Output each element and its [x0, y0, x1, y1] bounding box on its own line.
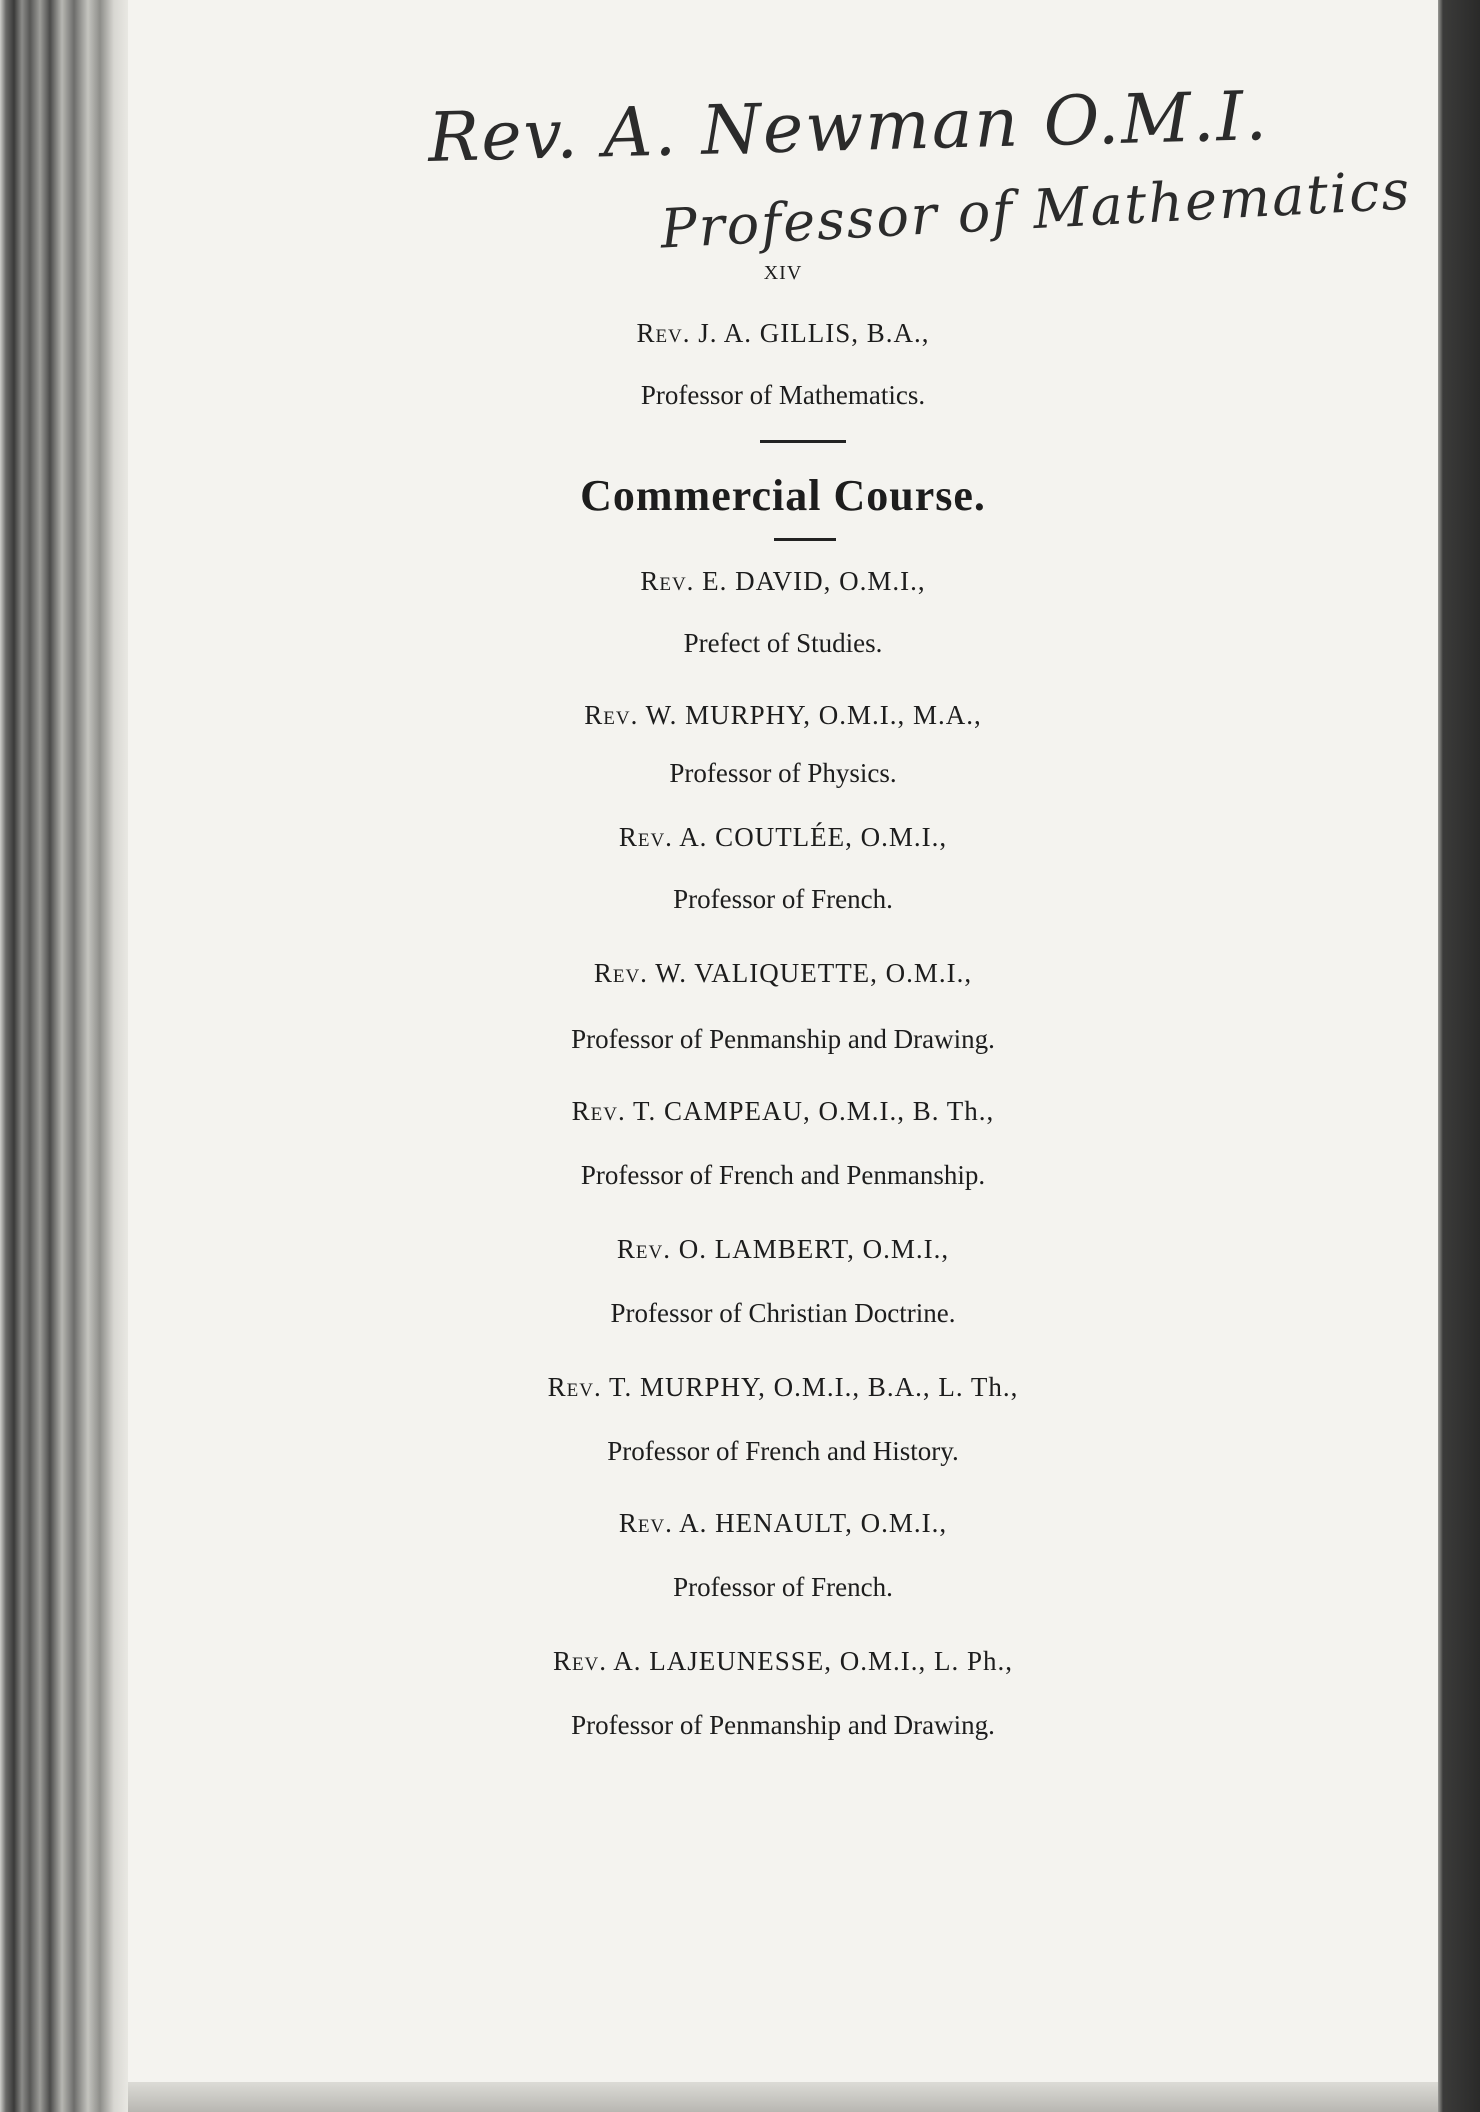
rev-prefix: Rev. — [616, 1234, 671, 1264]
faculty-name — [128, 1646, 1438, 1677]
rev-prefix: Rev. — [552, 1646, 608, 1676]
rev-prefix: Rev. — [571, 1096, 626, 1126]
faculty-name-text: A. COUTLÉE, O.M.I., — [679, 822, 948, 852]
faculty-name — [128, 566, 1438, 597]
rev-prefix: Rev. — [584, 700, 639, 730]
faculty-name — [128, 1096, 1438, 1127]
faculty-role: Professor of French. — [673, 1572, 893, 1602]
faculty-role: Professor of French and Penmanship. — [580, 1160, 986, 1190]
rev-prefix: Rev. — [618, 1508, 673, 1538]
section-heading: Commercial Course. — [580, 471, 986, 520]
divider-top — [760, 440, 846, 443]
faculty-role: Professor of Penmanship and Drawing. — [571, 1710, 995, 1740]
faculty-name-text: A. LAJEUNESSE, O.M.I., L. Ph., — [613, 1646, 1014, 1676]
faculty-role: Professor of Christian Doctrine. — [610, 1298, 956, 1328]
faculty-name-text: O. LAMBERT, O.M.I., — [678, 1234, 950, 1264]
divider-bottom — [774, 538, 836, 541]
handwritten-title: Professor of Mathematics — [658, 158, 1413, 261]
faculty-role: Professor of Physics. — [669, 758, 897, 788]
faculty-name — [128, 1234, 1438, 1265]
faculty-name-text: A. HENAULT, O.M.I., — [679, 1508, 948, 1538]
book-bottom-edge — [128, 2082, 1438, 2112]
faculty-role: Professor of French. — [673, 884, 893, 914]
faculty-name-text: W. MURPHY, O.M.I., M.A., — [645, 700, 982, 730]
faculty-name-text: J. A. GILLIS, B.A., — [698, 318, 930, 348]
faculty-role: Professor of French and History. — [607, 1436, 959, 1466]
faculty-role: Professor of Penmanship and Drawing. — [571, 1024, 995, 1054]
faculty-name — [128, 1508, 1438, 1539]
book-spine-edge — [0, 0, 128, 2112]
rev-prefix: Rev. — [636, 318, 691, 348]
faculty-name-gillis — [128, 318, 1438, 349]
faculty-name — [128, 1372, 1438, 1403]
faculty-role-gillis: Professor of Mathematics. — [640, 380, 926, 410]
book-page — [128, 0, 1438, 2082]
rev-prefix: Rev. — [618, 822, 673, 852]
faculty-name-text: W. VALIQUETTE, O.M.I., — [655, 958, 973, 988]
faculty-name-text: T. MURPHY, O.M.I., B.A., L. Th., — [609, 1372, 1019, 1402]
faculty-name-text: E. DAVID, O.M.I., — [702, 566, 926, 596]
rev-prefix: Rev. — [640, 566, 695, 596]
rev-prefix: Rev. — [593, 958, 648, 988]
book-right-edge — [1438, 0, 1480, 2112]
faculty-name-text: T. CAMPEAU, O.M.I., B. Th., — [633, 1096, 995, 1126]
handwritten-name: Rev. A. Newman O.M.I. — [427, 77, 1270, 178]
page-number — [128, 262, 1438, 285]
faculty-name — [128, 958, 1438, 989]
page-number-text: XIV — [763, 262, 803, 284]
rev-prefix: Rev. — [547, 1372, 602, 1402]
faculty-role: Prefect of Studies. — [683, 628, 883, 658]
faculty-name — [128, 700, 1438, 731]
faculty-name — [128, 822, 1438, 853]
